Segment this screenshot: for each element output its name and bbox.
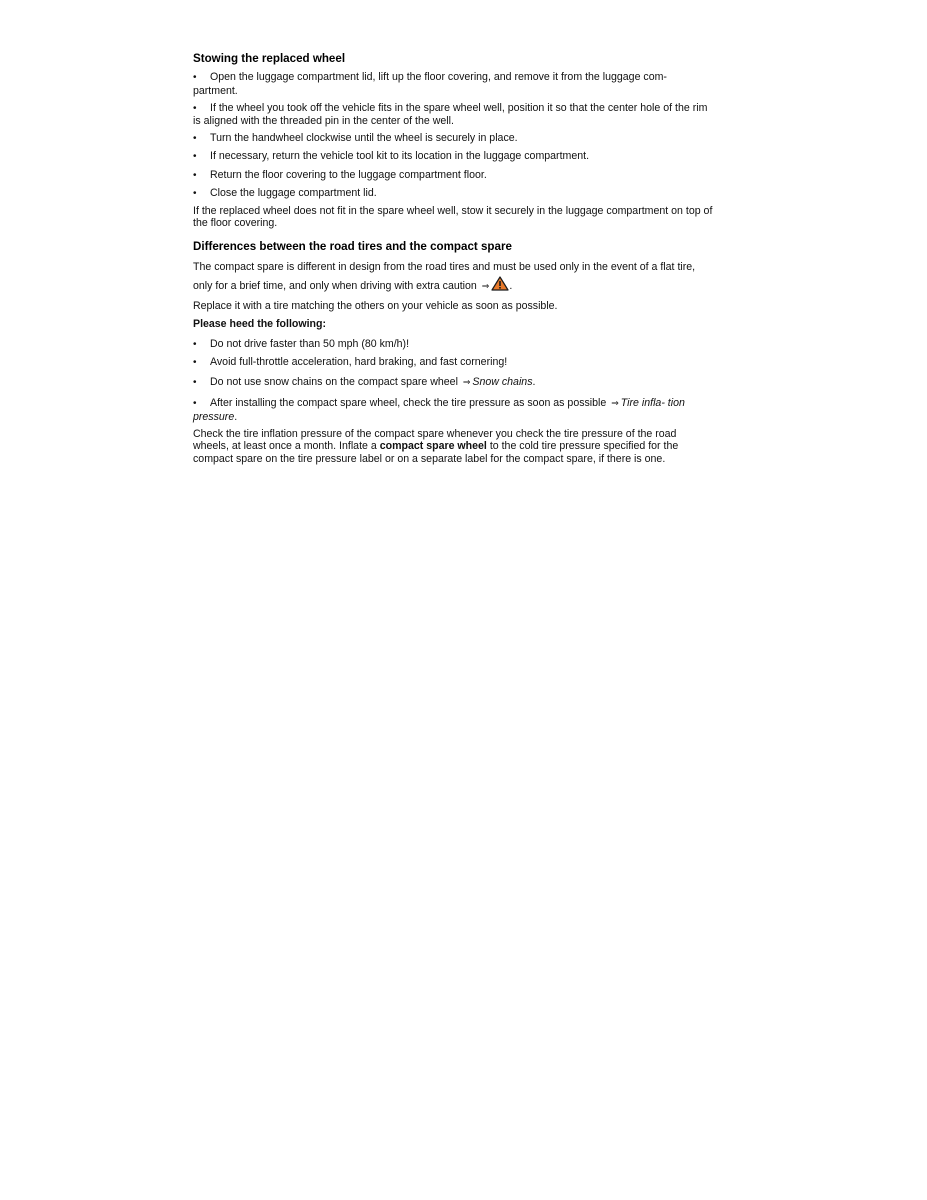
inflation-text-end: to the cold tire pressure specified for the compact spare on the tire pressure label or on a separate label for the compact spare, if there is one. [193,440,679,465]
list-item [193,187,713,201]
intro-text: The compact spare is different in design from the road tires and must be used only in the event of a flat tire, only for a brief time, and only when driving with extra caution [193,260,696,292]
heed-label: Please heed the following: [193,318,327,331]
list-item [193,102,713,128]
list-item [193,169,713,183]
stowing-closing-paragraph: If the replaced wheel does not fit in the spare wheel well, stow it securely in the luggage compartment on top of the floor covering. [193,204,713,230]
cross-reference-arrow: ⇒ [611,398,619,409]
list-item-text: Close the luggage compartment lid. [210,186,377,199]
bullet-marker [193,397,210,411]
list-item [193,338,713,352]
compact-spare-wheel-emphasis: compact spare wheel [379,440,487,453]
bullet-marker [193,356,210,370]
list-item-text: Do not use snow chains on the compact spare wheel [210,376,458,389]
compact-spare-rules-list [193,338,713,423]
list-item-text: Return the floor covering to the luggage compartment floor. [210,168,487,181]
bullet-marker [193,132,210,146]
warning-triangle-icon[interactable] [491,276,509,291]
bullet-marker [193,71,210,85]
list-item-text: If the wheel you took off the vehicle fits in the spare wheel well, position it so that the center hole of the rim is aligned with the threaded pin in the center of the well. [193,101,708,128]
list-item-text: If necessary, return the vehicle tool kit to its location in the luggage compartment. [210,150,590,163]
cross-reference-arrow: ⇒ [481,281,490,292]
heading-differences-compact-spare: Differences between the road tires and the compact spare [193,239,512,253]
list-item-text: Turn the handwheel clockwise until the wheel is securely in place. [210,132,518,145]
tire-inflation-pressure-link[interactable]: Tire infla- tion pressure [193,396,685,423]
inflation-text-start: Check the tire inflation pressure of the compact spare whenever you check the tire pressure of the road wheels, at least once a month. Inflate a [193,427,677,453]
cross-reference-arrow: ⇒ [462,378,471,389]
bullet-marker [193,150,210,164]
list-item [193,376,713,390]
bullet-marker [193,169,210,183]
replace-paragraph: Replace it with a tire matching the others on your vehicle as soon as possible. [193,300,558,313]
list-item [193,150,713,164]
bullet-marker [193,376,210,390]
list-item-text: After installing the compact spare wheel, check the tire pressure as soon as possible [210,396,607,409]
intro-end: . [509,279,513,292]
heading-stowing-replaced-wheel: Stowing the replaced wheel [193,52,346,65]
compact-spare-intro-paragraph [193,259,713,296]
bullet-marker [193,338,210,352]
document-page [193,52,713,470]
inflation-check-paragraph [193,428,713,466]
bullet-marker [193,102,210,116]
stowing-steps-list [193,71,713,200]
list-item-end: . [234,410,238,423]
list-item-text: Open the luggage compartment lid, lift up the floor covering, and remove it from the luggage com- partment. [193,71,667,97]
list-item [193,132,713,146]
list-item-end: . [532,376,536,389]
list-item [193,356,713,370]
bullet-marker [193,187,210,201]
list-item-text: Avoid full-throttle acceleration, hard braking, and fast cornering! [210,355,508,368]
list-item [193,71,713,97]
list-item [193,397,713,423]
list-item-text: Do not drive faster than 50 mph (80 km/h)! [210,337,410,350]
snow-chains-link[interactable]: Snow chains [472,376,533,389]
